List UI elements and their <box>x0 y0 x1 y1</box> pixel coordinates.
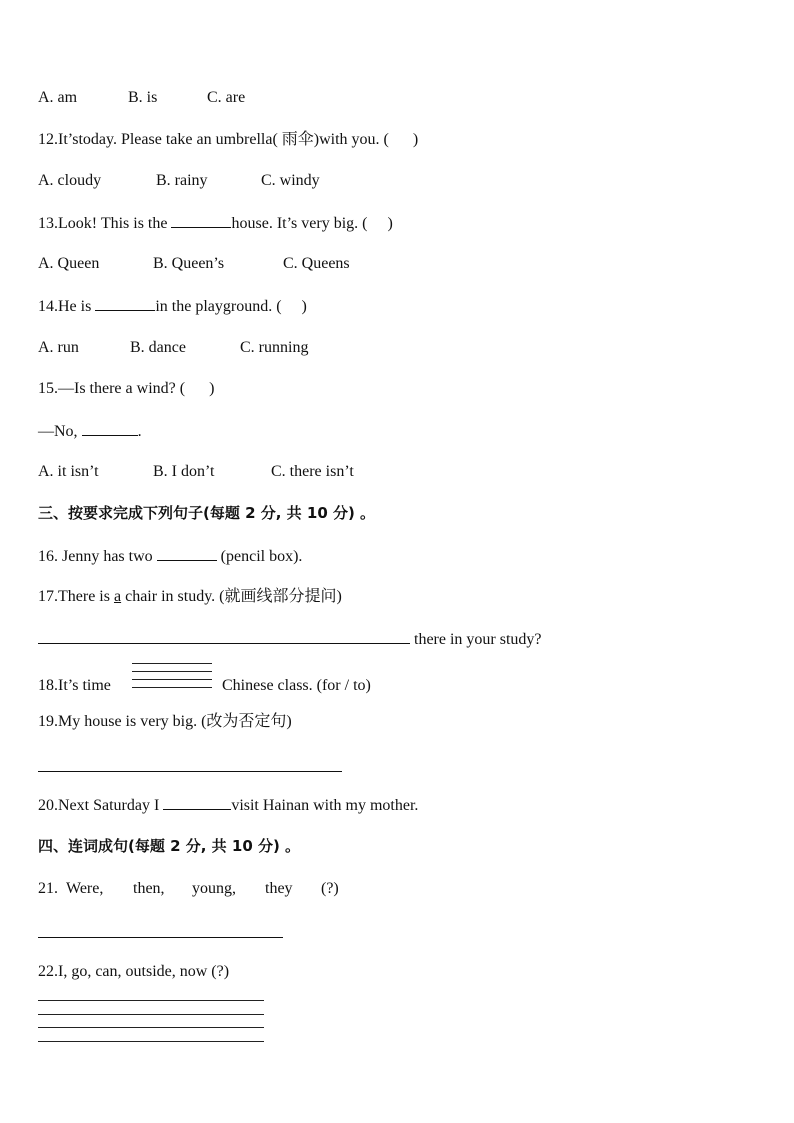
q20-blank <box>163 795 231 810</box>
section-3-heading: 三、按要求完成下列句子(每题 2 分, 共 10 分) 。 <box>38 504 376 522</box>
q13-blank <box>171 213 231 228</box>
q21-word: young, <box>192 880 236 897</box>
q16-text-after: (pencil box). <box>216 548 303 565</box>
q13-option-b: B. Queen’s <box>153 255 225 272</box>
q21-word: Were, <box>66 880 104 897</box>
q20-text-after: visit Hainan with my mother. <box>231 797 419 814</box>
q17-answer-line <box>38 629 542 650</box>
q17-answer-blank <box>38 629 410 644</box>
q21-word: they <box>265 880 293 897</box>
q16-text-before: 16. Jenny has two <box>38 548 157 565</box>
q15-question: 15.—Is there a wind? ( ) <box>38 380 215 397</box>
q20-text-before: 20.Next Saturday I <box>38 797 164 814</box>
q19-stem: 19.My house is very big. (改为否定句) <box>38 713 292 730</box>
q15-text-before: —No, <box>38 423 82 440</box>
section-4-heading: 四、连词成句(每题 2 分, 共 10 分) 。 <box>38 837 301 855</box>
q20-stem <box>38 795 418 816</box>
q11-option-b: B. is <box>128 89 158 106</box>
q16-blank <box>157 546 217 561</box>
q17-stem <box>38 587 342 607</box>
q12-stem: 12.It’stoday. Please take an umbrella( 雨伞)with you. ( ) <box>38 131 419 148</box>
q13-option-c: C. Queens <box>283 255 350 272</box>
q15-option-c: C. there isn’t <box>271 463 354 480</box>
q16-stem <box>38 546 302 567</box>
q22-answer-lines <box>38 1000 264 1042</box>
q13-option-a: A. Queen <box>38 255 100 272</box>
q18-text-before: 18.It’s time <box>38 677 111 694</box>
q15-option-b: B. I don’t <box>153 463 215 480</box>
q18-text-after: Chinese class. (for / to) <box>222 677 371 694</box>
q11-option-c: C. are <box>207 89 246 106</box>
q21-word: (?) <box>321 880 339 897</box>
q14-text-before: 14.He is <box>38 298 96 315</box>
q12-option-b: B. rainy <box>156 172 208 189</box>
q14-option-c: C. running <box>240 339 309 356</box>
q19-answer-line <box>38 771 342 772</box>
q14-option-a: A. run <box>38 339 79 356</box>
q17-answer-suffix: there in your study? <box>410 631 542 648</box>
q11-option-a: A. am <box>38 89 78 106</box>
q13-text-before: 13.Look! This is the <box>38 215 172 232</box>
q15-option-a: A. it isn’t <box>38 463 99 480</box>
q14-blank <box>95 296 155 311</box>
q21-word: then, <box>133 880 165 897</box>
q17-underlined-word: a <box>113 588 122 605</box>
q17-text-after: chair in study. (就画线部分提问) <box>121 588 342 605</box>
q22-stem: 22.I, go, can, outside, now (?) <box>38 963 230 980</box>
q15-answer-line <box>38 421 142 442</box>
q21-number: 21. <box>38 880 58 897</box>
q12-option-c: C. windy <box>261 172 320 189</box>
q13-text-after: house. It’s very big. ( ) <box>231 215 393 232</box>
q14-option-b: B. dance <box>130 339 186 356</box>
q12-option-a: A. cloudy <box>38 172 102 189</box>
q14-text-after: in the playground. ( ) <box>155 298 307 315</box>
q13-stem <box>38 213 393 234</box>
q15-text-after: . <box>137 423 142 440</box>
q15-blank <box>82 421 138 436</box>
q21-answer-line <box>38 937 283 938</box>
q18-blank-lines <box>132 663 212 689</box>
q17-text-before: 17.There is <box>38 588 114 605</box>
q14-stem <box>38 296 307 317</box>
